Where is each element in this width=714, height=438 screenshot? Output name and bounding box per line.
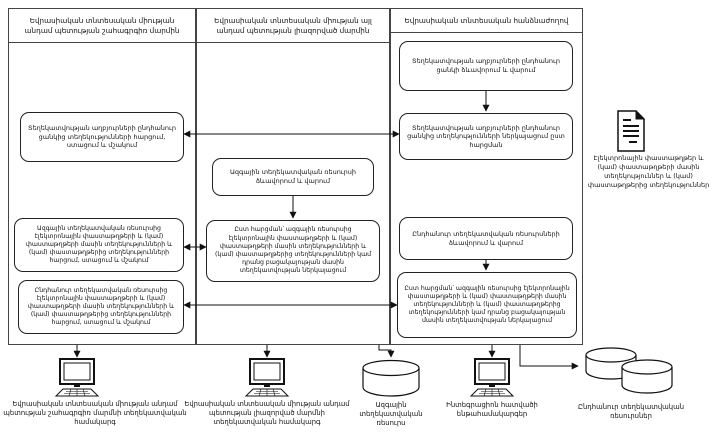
document-annotation-label: Էլեկտրոնային փաստաթղթեր և (կամ) փաստաթղթերի մասին տեղեկություններ և (կամ) փաստաթղթերից տեղեկություններ (587, 154, 710, 190)
process-request-common-resource-docs: Ընդհանուր տեղեկատվական ռեսուրսից էլեկտրոնային փաստաթղթերի և (կամ) փաստաթղթերի մասին տեղեկությունների և (կամ) փաստաթղթերից տեղեկությունների հարցում, ստացում և մշակում (18, 280, 184, 334)
process-request-common-list-info: Տեղեկատվության աղբյուրների ընդհանուր ցանկից տեղեկությունների հարցում, ստացում և մշակում (20, 112, 184, 162)
caption-authorized-body-system: Եվրասիական տնտեսական միության անդամ պետության լիազորված մարմնի տեղեկատվական համակարգ (184, 400, 350, 427)
process-form-national-resource: Ազգային տեղեկատվական ռեսուրսի ձևավորում և վարում (212, 158, 374, 196)
swimlane-commission-title: Եվրասիական տնտեսական հանձնաժողով (391, 9, 582, 33)
database-icon (361, 359, 421, 401)
caption-national-resource: Ազգային տեղեկատվական ռեսուրս (359, 401, 423, 428)
caption-integration-subsystems: Ինտեգրացիոն հատվածի ենթահամակարգեր (446, 401, 538, 419)
process-present-common-list-info: Տեղեկատվության աղբյուրների ընդհանուր ցանկից տեղեկությունների ներկայացում ըստ հարցման (399, 113, 573, 160)
process-form-common-list: Տեղեկատվության աղբյուրների ընդհանուր ցանկի ձևավորում և վարում (399, 41, 573, 91)
computer-icon (51, 358, 103, 402)
computer-icon (241, 358, 293, 402)
computer-icon (466, 358, 518, 402)
process-present-from-national-resource: Ըստ հարցման՝ ազգային ռեսուրսից էլեկտրոնային փաստաթղթերի և (կամ) փաստաթղթերի մասին տեղեկությունների և (կամ) փաստաթղթերից տեղեկությունների կամ դրանց բացակայության մասին տեղեկատվության ներկայացում (206, 220, 380, 282)
process-present-docs-on-request: Ըստ հարցման՝ ազգային ռեսուրսից էլեկտրոնային փաստաթղթերի և (կամ) փաստաթղթերի մասին տեղեկությունների և (կամ) փաստաթղթերից տեղեկությունների կամ դրանց բացակայության մասին տեղեկատվության ներկայացում (397, 272, 577, 338)
database-cluster-icon (584, 345, 676, 405)
caption-common-resources: Ընդհանուր տեղեկատվական ռեսուրսներ (577, 403, 684, 421)
swimlane-authorized-body-title: Եվրասիական տնտեսական միության այլ անդամ պետության լիազորված մարմին (197, 9, 389, 43)
connector-to-common-resources (520, 345, 578, 366)
caption-interested-body-system: Եվրասիական տնտեսական միության անդամ պետության շահագրգիռ մարմնի տեղեկատվական համակարգ (3, 400, 187, 427)
connector-to-national-resource (379, 345, 391, 357)
process-request-national-resource-docs: Ազգային տեղեկատվական ռեսուրսից էլեկտրոնային փաստաթղթերի և (կամ) փաստաթղթերի մասին տեղեկությունների և (կամ) փաստաթղթերից տեղեկությունների հարցում, ստացում և մշակում (14, 218, 184, 272)
document-icon (615, 110, 647, 156)
process-form-common-resources: Ընդհանուր տեղեկատվական ռեսուրսների ձևավորում և վարում (399, 217, 573, 260)
swimlane-interested-body-title: Եվրասիական տնտեսական միության անդամ պետության շահագրգիռ մարմին (9, 9, 195, 43)
